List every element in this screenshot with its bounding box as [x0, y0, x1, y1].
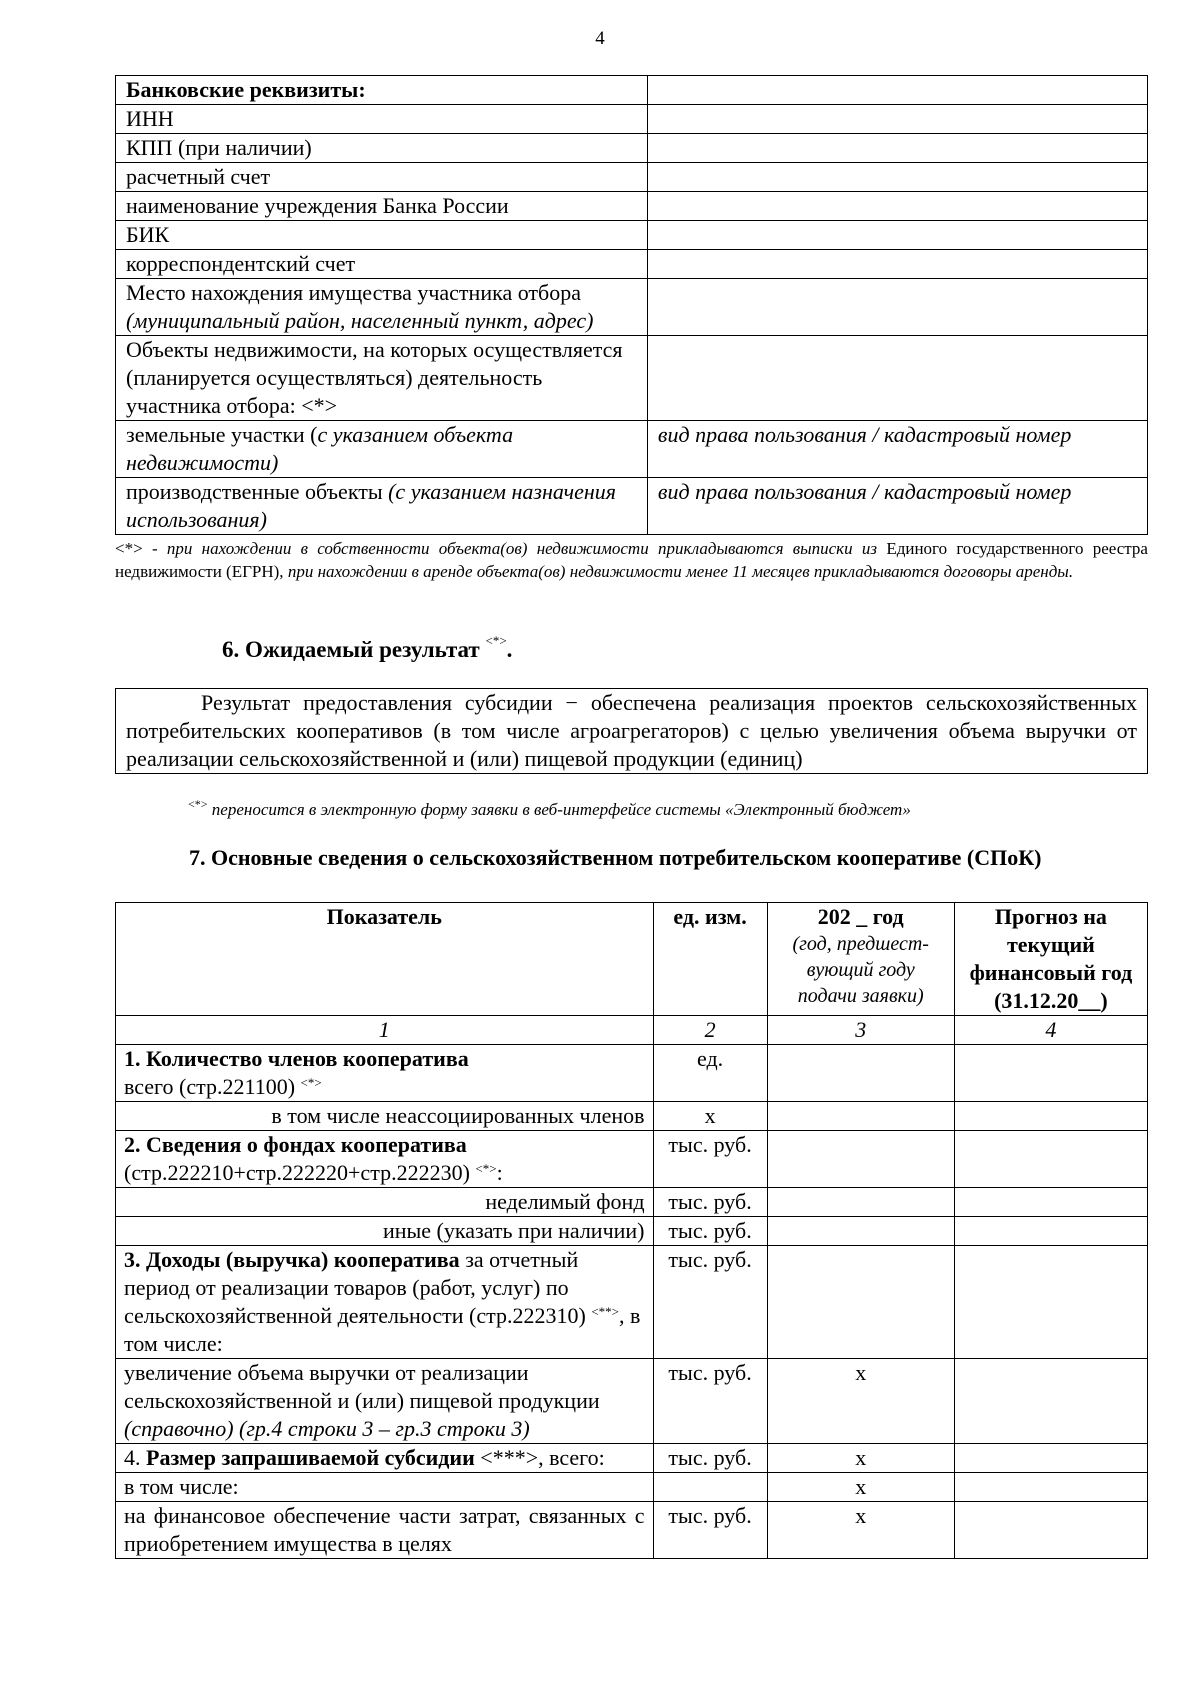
land-hint: с указанием объекта недвижимости) [126, 422, 514, 475]
row-financing: на финансовое обеспечение части затрат, связанных с приобретением имущества в целях [116, 1502, 654, 1559]
value-cell[interactable] [954, 1102, 1147, 1131]
value-cell[interactable] [767, 1131, 954, 1188]
section-6-sup: <*> [485, 633, 507, 648]
table-row [116, 1359, 1148, 1444]
row-other-funds: иные (указать при наличии) [116, 1217, 654, 1246]
bank-details-table [115, 75, 1148, 535]
location-label: Место нахождения имущества участника отбора [126, 280, 581, 305]
row-revenue-increase-text: увеличение объема выручки от реализации сельскохозяйственной и (или) пищевой продукции [124, 1360, 600, 1413]
label-cell-bank-name: наименование учреждения Банка России [116, 192, 648, 221]
row-indivisible-fund: неделимый фонд [116, 1188, 654, 1217]
table-row [116, 163, 1148, 192]
unit-cell: тыс. руб. [653, 1502, 767, 1559]
footnote-electronic-budget [188, 797, 911, 820]
value-cell[interactable] [954, 1473, 1147, 1502]
row-nonassociated: в том числе неассоциированных членов [116, 1102, 654, 1131]
label-cell-kpp: КПП (при наличии) [116, 134, 648, 163]
header-indicator: Показатель [116, 903, 654, 1016]
value-cell[interactable] [647, 221, 1147, 250]
row-revenue [116, 1246, 654, 1359]
section-6-title-text: 6. Ожидаемый результат [222, 637, 480, 662]
unit-cell: тыс. руб. [653, 1188, 767, 1217]
footnote-part1: - при нахождении в собственности объекта(ов) недвижимости прикладываются выписки из [142, 539, 887, 558]
table-row [116, 1473, 1148, 1502]
row-including: в том числе: [116, 1473, 654, 1502]
value-cell[interactable] [954, 1131, 1147, 1188]
row-subsidy-num: 4. [124, 1445, 146, 1470]
value-cell[interactable] [954, 1246, 1147, 1359]
table-row [116, 1444, 1148, 1473]
footnote-part3: при нахождении в аренде объекта(ов) недвижимости менее 11 месяцев прикладываются договоры аренды. [283, 562, 1074, 581]
table-row [116, 1102, 1148, 1131]
unit-cell: х [653, 1102, 767, 1131]
production-value-cell[interactable]: вид права пользования / кадастровый номер [647, 478, 1147, 535]
header-forecast: Прогноз на текущий финансовый год (31.12.20__) [954, 903, 1147, 1016]
table-row [116, 279, 1148, 336]
value-cell[interactable] [767, 1217, 954, 1246]
header-unit: ед. изм. [653, 903, 767, 1016]
value-cell[interactable] [954, 1045, 1147, 1102]
row-subsidy [116, 1444, 654, 1473]
row-funds-title: 2. Сведения о фондах кооператива [124, 1132, 467, 1157]
table-row [116, 1217, 1148, 1246]
col-number: 1 [116, 1016, 654, 1045]
value-cell[interactable] [647, 163, 1147, 192]
header-prev-year [767, 903, 954, 1016]
table-row [116, 192, 1148, 221]
unit-cell: тыс. руб. [653, 1444, 767, 1473]
table-row [116, 1131, 1148, 1188]
col-number: 3 [767, 1016, 954, 1045]
row-members [116, 1045, 654, 1102]
bank-header-cell: Банковские реквизиты: [116, 76, 648, 105]
value-cell[interactable] [767, 1188, 954, 1217]
row-funds-sup: <*> [475, 1161, 497, 1176]
table-row [116, 336, 1148, 421]
value-cell[interactable] [954, 1444, 1147, 1473]
section-7-title: 7. Основные сведения о сельскохозяйственном потребительском кооперативе (СПоК) [189, 845, 1042, 870]
value-cell[interactable] [647, 76, 1147, 105]
land-label: земельные участки ( [126, 422, 318, 447]
value-cell[interactable] [647, 250, 1147, 279]
value-cell[interactable] [647, 336, 1147, 421]
unit-cell: тыс. руб. [653, 1359, 767, 1444]
row-members-sup: <*> [300, 1075, 322, 1090]
value-cell[interactable] [767, 1246, 954, 1359]
section-6-title [222, 633, 513, 663]
col-number: 2 [653, 1016, 767, 1045]
header-prev-year-sub: (год, предшест-вующий году подачи заявки) [792, 933, 929, 1007]
label-cell-objects: Объекты недвижимости, на которых осуществляется (планируется осуществляться) деятельность участника отбора: <*> [116, 336, 648, 421]
page-number: 4 [595, 28, 605, 49]
table-row [116, 421, 1148, 478]
table-row [116, 1045, 1148, 1102]
table-row [116, 1188, 1148, 1217]
row-funds-colon: : [496, 1160, 503, 1185]
table-row [116, 221, 1148, 250]
row-revenue-text: за отчетный период от реализации товаров (работ, услуг) по сельскохозяйственной деятельности (стр.222310) [124, 1247, 592, 1328]
footnote-part2: Единого государственного реестра недвижимости (ЕГРН), [115, 539, 1148, 581]
label-cell-location [116, 279, 648, 336]
production-label: производственные объекты [126, 479, 389, 504]
table-row [116, 105, 1148, 134]
value-cell: х [767, 1359, 954, 1444]
value-cell: х [767, 1473, 954, 1502]
footnote-mark: <*> [188, 797, 208, 811]
row-members-title: 1. Количество членов кооператива [124, 1046, 469, 1071]
unit-cell: ед. [653, 1045, 767, 1102]
value-cell[interactable] [647, 192, 1147, 221]
location-hint: (муниципальный район, населенный пункт, адрес) [126, 308, 594, 333]
value-cell[interactable] [954, 1217, 1147, 1246]
production-hint: (с указанием назначения использования) [126, 479, 616, 532]
table-row [116, 76, 1148, 105]
value-cell[interactable] [954, 1359, 1147, 1444]
label-cell-production [116, 478, 648, 535]
value-cell[interactable] [767, 1045, 954, 1102]
column-number-row [116, 1016, 1148, 1045]
row-revenue-end: , в том числе: [124, 1303, 641, 1356]
row-members-sub: всего (стр.221100) [124, 1074, 301, 1099]
row-revenue-increase-note: (справочно) (гр.4 строки 3 – гр.3 строки 3) [124, 1416, 530, 1441]
header-prev-year-title: 202 _ год [817, 904, 904, 929]
col-number: 4 [954, 1016, 1147, 1045]
section-6-dot: . [506, 637, 513, 662]
cooperative-info-table [115, 902, 1148, 1559]
value-cell: х [767, 1502, 954, 1559]
footnote-mark: <*> [115, 539, 143, 558]
unit-cell [653, 1473, 767, 1502]
label-cell-corr-account: корреспондентский счет [116, 250, 648, 279]
label-cell-inn: ИНН [116, 105, 648, 134]
expected-result-box [115, 688, 1148, 774]
value-cell[interactable] [647, 134, 1147, 163]
row-revenue-increase [116, 1359, 654, 1444]
unit-cell: тыс. руб. [653, 1246, 767, 1359]
unit-cell: тыс. руб. [653, 1131, 767, 1188]
row-funds [116, 1131, 654, 1188]
table-header-row [116, 903, 1148, 1016]
table-row [116, 1246, 1148, 1359]
land-value-cell[interactable]: вид права пользования / кадастровый номер [647, 421, 1147, 478]
table-row [116, 134, 1148, 163]
label-cell-account: расчетный счет [116, 163, 648, 192]
footnote-property [115, 537, 1148, 583]
value-cell: х [767, 1444, 954, 1473]
expected-result-text: Результат предоставления субсидии − обеспечена реализация проектов сельскохозяйственных потребительских кооперативов (в том числе агроагрегаторов) с целью увеличения объема выручки от реализации сельскохозяйственной и (или) пищевой продукции (единиц) [126, 690, 1137, 771]
table-row [116, 1502, 1148, 1559]
label-cell-bik: БИК [116, 221, 648, 250]
value-cell[interactable] [954, 1188, 1147, 1217]
row-subsidy-title: Размер запрашиваемой субсидии [146, 1445, 475, 1470]
value-cell[interactable] [767, 1102, 954, 1131]
row-funds-sub: (стр.222210+стр.222220+стр.222230) [124, 1160, 476, 1185]
footnote-text: переносится в электронную форму заявки в веб-интерфейсе системы «Электронный бюджет» [207, 800, 911, 819]
row-revenue-title: 3. Доходы (выручка) кооператива [124, 1247, 460, 1272]
value-cell[interactable] [647, 279, 1147, 336]
table-row [116, 250, 1148, 279]
value-cell[interactable] [647, 105, 1147, 134]
unit-cell: тыс. руб. [653, 1217, 767, 1246]
row-revenue-sup: <**> [591, 1304, 619, 1319]
row-subsidy-rest: <***>, всего: [474, 1445, 605, 1470]
value-cell[interactable] [954, 1502, 1147, 1559]
table-row [116, 478, 1148, 535]
label-cell-land [116, 421, 648, 478]
